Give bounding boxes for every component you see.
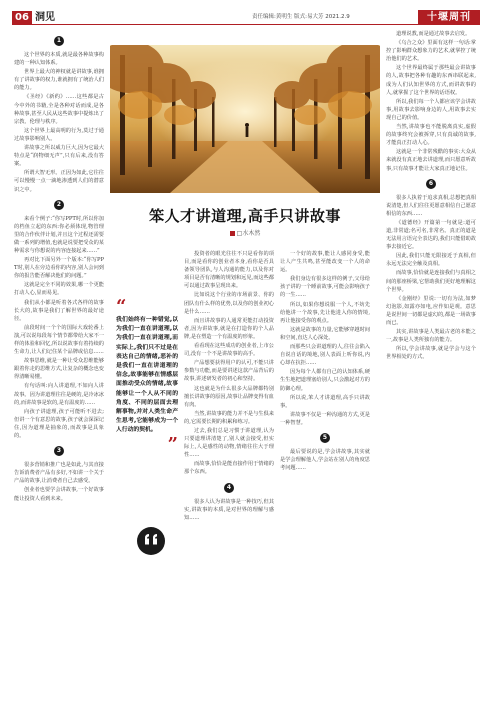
article-author bbox=[110, 228, 380, 237]
body-paragraph: 所以,如果你想说服一个人,不妨先给他讲一个故事,先让他进入你的情境,再让他接受你的观点。 bbox=[280, 301, 370, 324]
body-paragraph: 比如说这个行业的市场前景、你的团队有什么样的优势,以及你的创业初心是什么…… bbox=[184, 292, 274, 315]
body-paragraph: 这个世界最终属于那些最会讲故事的人,故事把各种有趣的东西串联起来,成为人们认知世界的方式,而讲故事的人,就掌握了这个世界的话语权。 bbox=[386, 65, 476, 96]
body-paragraph: 我们从小都是听着各式各样的故事长大的,故事是我们了解世界的最好途径。 bbox=[14, 299, 104, 322]
article-title: 笨人才讲道理,高手只讲故事 bbox=[149, 207, 341, 225]
body-paragraph: 因为每个人都有自己的认知体系,硬生生地把道理塞给别人,只会激起对方的防御心理。 bbox=[280, 369, 370, 392]
body-paragraph: 故事思维,就是一种让受众思维能够跟着你走的思维方式,让复杂的概念也变得清晰易懂。 bbox=[14, 358, 104, 381]
body-paragraph: 很多营销和推广也是如此,与其直接告诉消费者产品有多好,不如讲一个关于产品的故事,让消费者自己去感受。 bbox=[14, 462, 104, 485]
body-paragraph: 再对比下面另外一个版本:“你写PPT时,别人在旁边看你的内容,别人会问到你的报告能否解决他们的问题。” bbox=[14, 257, 104, 280]
body-paragraph: 道理说教,而是通过故事去启发。 bbox=[396, 31, 471, 37]
body-paragraph: 这也就是为什么很多大品牌都特别擅长讲故事的原因,故事让品牌变得有血有肉。 bbox=[184, 385, 274, 408]
body-paragraph: 来看个例子:“你写PPT时,所以你加的档鱼立起的东西:你必须体现,物管理里的合作伙伴计划,并且这个过程还需要做一系列的增值,也就是说要把受众的某种需求与你想说的内容连接起来……” bbox=[14, 215, 104, 254]
column-5 bbox=[386, 30, 476, 698]
publication-brand: 十堰周刊 bbox=[418, 10, 480, 25]
body-paragraph: 很多人执着于追求真相,总想把真相说清楚,但人们往往更愿意相信自己愿意相信的东西…… bbox=[386, 194, 476, 217]
close-quote-icon: ” bbox=[167, 433, 178, 455]
section-marker-icon: 2 bbox=[54, 200, 64, 210]
body-paragraph: 因此,我们只能无限接近于真相,但永远无法完全触及真相。 bbox=[386, 253, 476, 268]
feature-photo bbox=[110, 45, 380, 193]
page-number: 06 bbox=[12, 11, 32, 24]
section-marker-icon: 3 bbox=[54, 446, 64, 456]
column-4 bbox=[280, 250, 370, 698]
author-marker-icon bbox=[230, 231, 235, 236]
body-paragraph: 这就是故事的力量,它能够穿越时间和空间,直达人心深处。 bbox=[280, 326, 370, 341]
body-paragraph: 向孩子讲道理,孩子可能听不进去;但讲一个有意思的故事,孩子就会深深记住,因为道理是抽象的,而故事是具象的。 bbox=[14, 408, 104, 440]
body-paragraph: 《道德经》开篇第一句就是:道可道,非常道;名可名,非常名。真正的道是无法用言语完全表达的,我们只能借助故事去接近它。 bbox=[386, 219, 476, 251]
body-paragraph: 讲故事不仅是一种沟通的方式,更是一种智慧。 bbox=[280, 411, 370, 426]
body-paragraph: 而且讲故事的人通常更能打动投资者,因为讲故事,就是在打造你的个人品牌,是在塑造一个有温度的形象。 bbox=[184, 317, 274, 340]
editor-meta: 责任编辑:黄明生 版式:易大芳 2021.2.9 bbox=[252, 14, 350, 20]
body-paragraph: 我们身边有很多这样的例子,父母给孩子讲的一个睡前故事,可能会影响孩子的一生…… bbox=[280, 276, 370, 299]
column-3 bbox=[184, 250, 274, 698]
quote-marks-icon bbox=[136, 526, 166, 556]
author-name: □水木然 bbox=[236, 230, 261, 237]
body-paragraph: 这就是完全不同的效果,哪一个更能打动人心,显而易见。 bbox=[14, 282, 104, 297]
body-paragraph: 而故事,恰恰是能直接作用于情绪的那个东西。 bbox=[184, 461, 274, 476]
body-paragraph: 创业者也要学会讲故事,一个好故事能让投资人看到未来。 bbox=[14, 487, 104, 502]
body-paragraph: 所以说,笨人才讲道理,高手只讲故事。 bbox=[280, 394, 370, 409]
body-paragraph: 这个世界的本质,就是最各种故事构建的一种认知体系。 bbox=[14, 52, 104, 67]
body-paragraph: 当然,讲故事的能力并不是与生俱来的,它需要长期的积累和练习。 bbox=[184, 410, 274, 425]
body-paragraph: 所以,学会讲故事,就是学会与这个世界相处的方式。 bbox=[386, 346, 476, 361]
body-paragraph: 有句话叫:向人讲道理,不如向人讲故事。因为讲道理往往是硬的,是冷冰冰的,而讲故事是软的,是有温度的…… bbox=[14, 383, 104, 406]
section-marker-icon: 6 bbox=[426, 179, 436, 189]
body-paragraph: 当然,讲故事也不能脱离真实,虚假的故事终究会被拆穿,只有真诚的故事,才能真正打动人心。 bbox=[386, 124, 476, 147]
pull-quote-column bbox=[116, 296, 178, 698]
body-paragraph: 《圣经》《新约》……这些都是古今中外的书籍,全是各种对话而成,是各种故事,甚至人民从这些故事中提炼出了宗教、伦理与秩序。 bbox=[14, 94, 104, 125]
body-paragraph: 所谓大智无形。正因为如此,它往往可以慢慢一点一滴地渗透到人们的潜意识之中。 bbox=[14, 170, 104, 193]
header-rule bbox=[12, 24, 480, 25]
body-paragraph: 产品想要获得用户的认可,不能只讲参数与功能,而是要讲述这款产品背后的故事,讲述研发者的初心和坚持。 bbox=[184, 360, 274, 383]
section-marker-icon: 1 bbox=[54, 36, 64, 46]
article-header bbox=[110, 196, 380, 246]
body-paragraph: 前段时间一个个的国际大戏轮番上演,可以说每段每个情节都带给大家不一样的体验和回忆,所以说故事有着持续的生命力,让人们记住某个品牌或信息…… bbox=[14, 324, 104, 356]
body-paragraph: 所以,我们每一个人都应该学会讲故事,用故事去影响身边的人,用故事去实现自己的价值。 bbox=[386, 98, 476, 121]
body-paragraph: 很多人认为讲故事是一种技巧,但其实,讲故事的本质,是对世界的理解与感知…… bbox=[184, 498, 274, 521]
page-header bbox=[0, 0, 492, 26]
body-paragraph: 世界上最大的神权就是讲故事,谁拥有了讲故事的权力,谁就拥有了统治人们的能力。 bbox=[14, 69, 104, 92]
open-quote-icon: “ bbox=[116, 296, 127, 317]
body-paragraph: 而那些只会讲道理的人,往往会陷入自说自话的境地,别人表面上听你说,内心却在抗拒…… bbox=[280, 344, 370, 367]
body-paragraph: 这就是一个非常残酷的事实:大众从来就没有真正地去讲道理,而只愿意听故事,只有故事才能让大家真正地记住。 bbox=[386, 149, 476, 172]
body-paragraph: 一个好的故事,能让人感同身受,能让人产生共鸣,甚至能改变一个人的命运。 bbox=[280, 251, 370, 274]
section-name: 洞见 bbox=[35, 12, 55, 23]
body-paragraph: 看看现在这些成功的创业者,上市公司,没有一个不是讲故事的高手。 bbox=[184, 343, 274, 358]
body-paragraph: 投资者的眼光往往不只是看你的项目,而是看你的创业者本身,看你是否具备领导团队,与人沟通的能力,以及你对项目是否有清晰的规划和远见,而这些都可以通过故事呈现出来。 bbox=[184, 251, 274, 290]
body-paragraph: 讲故事之所以威力巨大,因为它最大特点是“润物细无声”,只有后来,没有答案。 bbox=[14, 145, 104, 168]
body-paragraph: 其实,讲故事是人类最古老的本能之一,故事是人类所独有的能力。 bbox=[386, 329, 476, 344]
body-paragraph: 这个世界上最高明的行为,莫过于通过故事影响别人。 bbox=[14, 127, 104, 142]
section-marker-icon: 5 bbox=[320, 433, 330, 443]
body-paragraph: 而故事,恰恰就是连接我们与真相之间的那座桥梁,它帮助我们更好地理解这个世界。 bbox=[386, 270, 476, 293]
section-marker-icon: 4 bbox=[224, 483, 234, 493]
body-paragraph: 《金刚经》里说:一切有为法,如梦幻泡影,如露亦如电,应作如是观。意思是说世间一切都是虚幻的,都是一场故事而已。 bbox=[386, 295, 476, 326]
body-paragraph: 过去,我们总是习惯于讲道理,认为只要道理讲清楚了,别人就会接受,但实际上,人是感性的动物,情绪往往大于理性…… bbox=[184, 427, 274, 459]
column-1 bbox=[14, 30, 104, 698]
body-paragraph: 最后要说的是,学会讲故事,其实就是学会理解他人,学会站在别人的角度思考问题…… bbox=[280, 448, 370, 472]
pull-quote: 我们始终有一种错觉,以为我们一直在讲道理,以为我们一直在讲道理,而实际上,我们只不过是在表达自己的情绪,恶补的是我们一直在讲道理的信念,故事能够在情感层面推动受众的情绪,故事能够让一个人从不同的角度、不同的层面去理解事物,并对人类生命产生思考,它能够成为一个人行动的契机。 bbox=[116, 317, 178, 434]
body-paragraph: 《乌合之众》里面有这样一句话:掌控了影响群众想象力的艺术,就掌控了统治他们的艺术。 bbox=[386, 40, 476, 63]
